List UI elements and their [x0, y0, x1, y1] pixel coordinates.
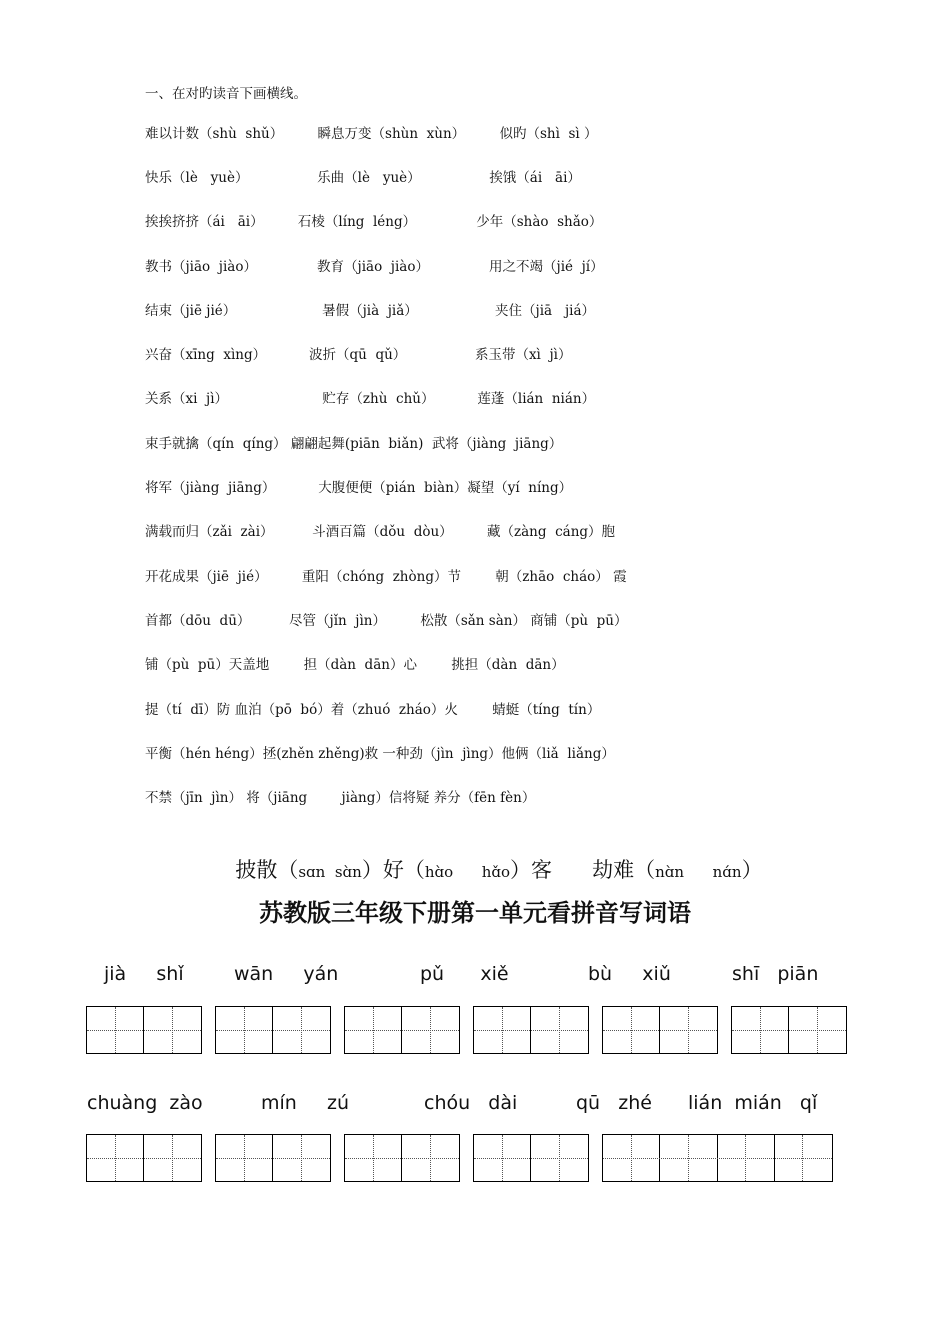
exercise-line: 挨挨挤挤（ái āi） 石棱（líng léng） 少年（shào shǎo） [145, 214, 603, 230]
pinyin-prompt: mín zú [261, 1092, 350, 1114]
pinyin-prompt: chuàng zào [87, 1092, 203, 1114]
section-heading: 一、在对旳读音下画横线。 [145, 86, 307, 102]
pinyin-prompt: qū zhé [576, 1092, 652, 1114]
exercise-line: 提（tí dī）防 血泊（pō bó）着（zhuó zháo）火 蜻蜓（tíng tín） [145, 702, 601, 718]
pinyin-prompt: chóu dài [424, 1092, 518, 1114]
writing-grid[interactable] [215, 1006, 331, 1054]
exercise-line: 难以计数（shù shǔ） 瞬息万变（shùn xùn） 似旳（shì sì ） [145, 126, 598, 142]
pinyin-prompt: bù xiǔ [588, 963, 671, 985]
large-text: 披散（ [235, 858, 299, 882]
exercise-line: 教书（jiāo jiào） 教育（jiāo jiào） 用之不竭（jié jí） [145, 259, 604, 275]
exercise-line: 快乐（lè yuè） 乐曲（lè yuè） 挨饿（ái āi） [145, 170, 581, 186]
pinyin-prompt: jià shǐ [104, 963, 184, 985]
exercise-line: 开花成果（jiē jié） 重阳（chóng zhòng）节 朝（zhāo cháo） 霞 [145, 569, 627, 585]
pinyin-prompt: pǔ xiě [420, 963, 509, 985]
large-text: ） [741, 858, 763, 882]
writing-grid[interactable] [473, 1134, 589, 1182]
exercise-line: 铺（pù pū）天盖地 担（dàn dān）心 挑担（dàn dān） [145, 657, 565, 673]
large-text: ）客 劫难（ [510, 858, 656, 882]
writing-grid[interactable] [344, 1134, 460, 1182]
large-exercise-line [222, 830, 763, 884]
exercise-line: 平衡（hén héng）拯(zhěn zhěng)救 一种劲（jìn jìng）他俩（liǎ liǎng） [145, 746, 615, 762]
exercise-line: 关系（xi jì） 贮存（zhù chǔ） 莲蓬（lián nián） [145, 391, 596, 407]
writing-grid-long[interactable] [602, 1134, 833, 1182]
large-text: ）好（ [361, 858, 425, 882]
pinyin-options: hɑ̀o hɑ̌o [424, 863, 511, 881]
writing-grid[interactable] [215, 1134, 331, 1182]
exercise-line: 不禁（jīn jìn） 将（jiāng jiàng）信将疑 养分（fēn fèn） [145, 790, 536, 806]
pinyin-prompt: wān yán [234, 963, 339, 985]
exercise-line: 首都（dōu dū） 尽管（jǐn jìn） 松散（sǎn sàn） 商铺（pù pū） [145, 613, 628, 629]
pinyin-prompt: shī piān [732, 963, 819, 985]
exercise-line: 将军（jiàng jiāng） 大腹便便（pián biàn）凝望（yí níng） [145, 480, 573, 496]
pinyin-options: sɑn sɑ̀n [298, 863, 362, 881]
pinyin-prompt: lián mián qǐ [688, 1092, 818, 1114]
exercise-line: 束手就擒（qín qíng） 翩翩起舞(piān biǎn) 武将（jiàng jiāng） [145, 436, 563, 452]
exercise-line: 满载而归（zǎi zài） 斗酒百篇（dǒu dòu） 藏（zàng cáng）胞 [145, 524, 616, 540]
writing-grid[interactable] [86, 1006, 202, 1054]
writing-grid[interactable] [731, 1006, 847, 1054]
pinyin-options: nɑ̀n nɑ́n [655, 863, 742, 881]
writing-grid[interactable] [602, 1006, 718, 1054]
writing-grid[interactable] [86, 1134, 202, 1182]
exercise-line: 兴奋（xīng xìng） 波折（qū qǔ） 系玉带（xì jì） [145, 347, 572, 363]
writing-grid[interactable] [344, 1006, 460, 1054]
worksheet-title: 苏教版三年级下册第一单元看拼音写词语 [259, 899, 691, 927]
writing-grid[interactable] [473, 1006, 589, 1054]
exercise-line: 结束（jiē jié） 暑假（jià jiǎ） 夹住（jiā jiá） [145, 303, 596, 319]
